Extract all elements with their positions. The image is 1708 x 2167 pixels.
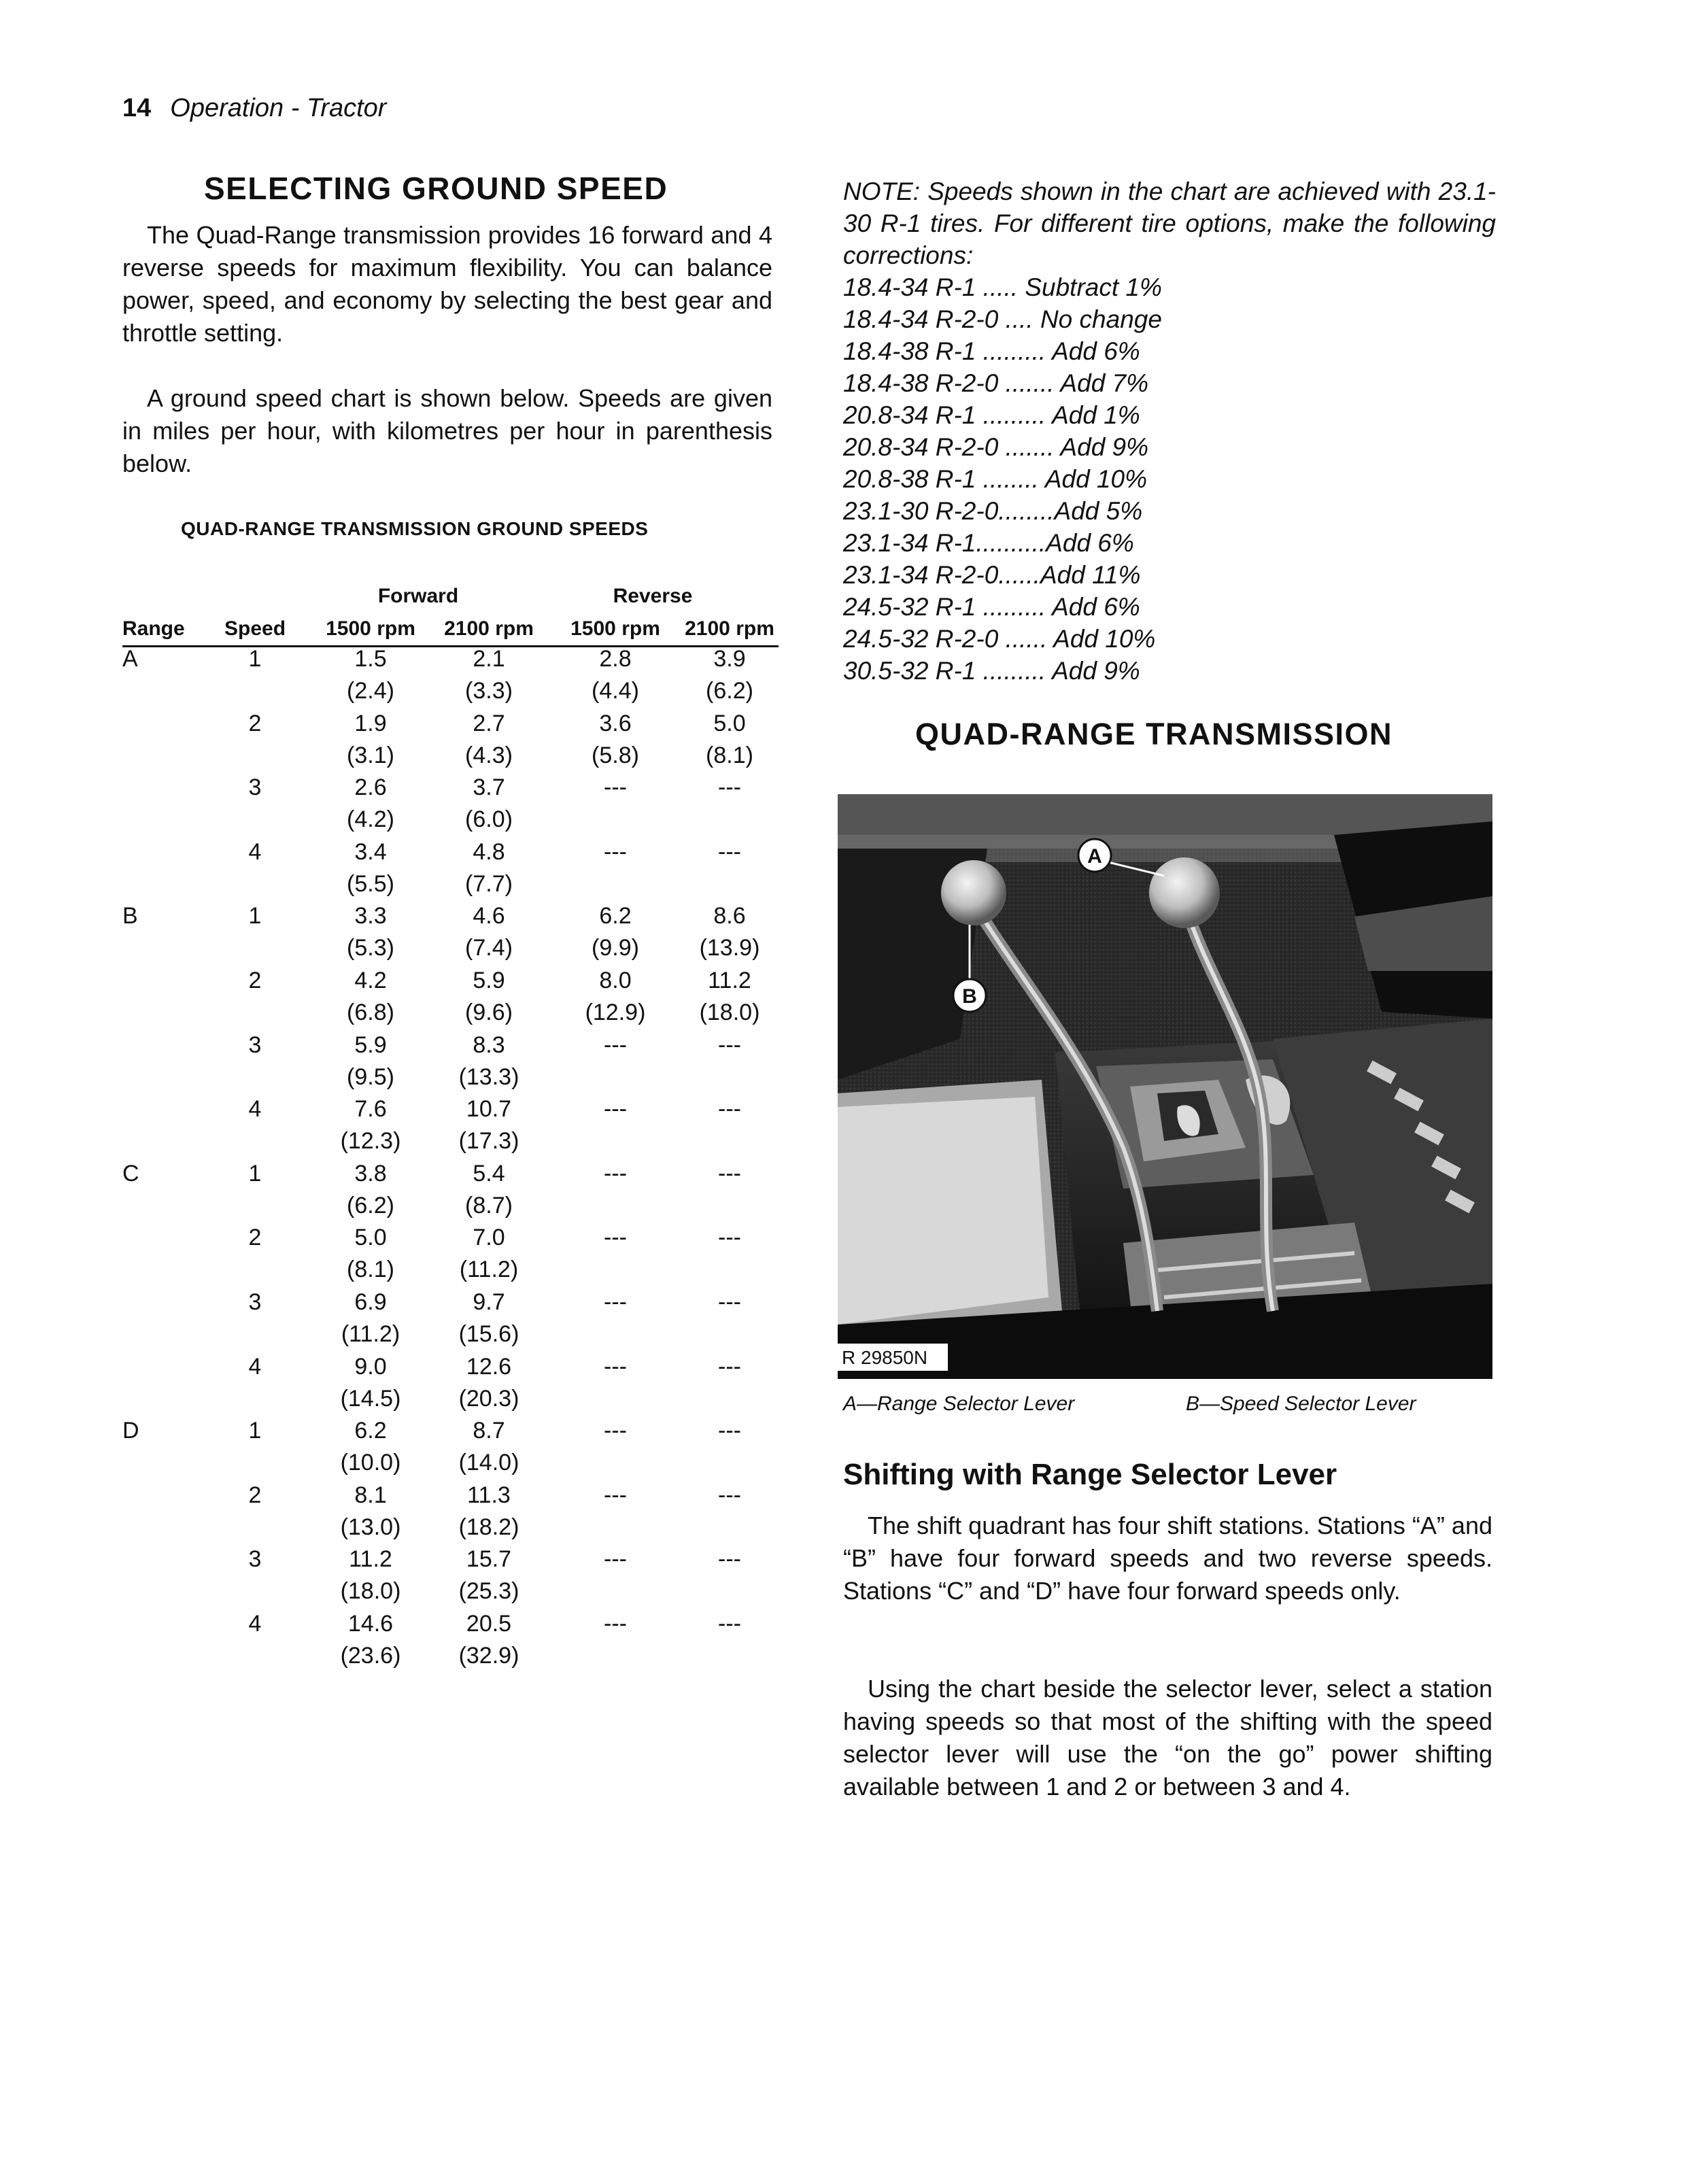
caption-range-selector: A—Range Selector Lever [843, 1393, 1075, 1415]
cell-r2100: --- [718, 1482, 741, 1508]
cell-r1500-kph: (12.9) [585, 1000, 646, 1025]
cell-f2100: 15.7 [466, 1546, 512, 1573]
cell-speed: 2 [248, 1225, 262, 1251]
cell-range: A [122, 646, 138, 672]
col-header-reverse-2100: 2100 rpm [685, 617, 774, 640]
cell-f1500: 1.5 [354, 646, 387, 672]
cell-speed: 3 [248, 1031, 262, 1058]
photo-code: R 29850N [842, 1347, 928, 1368]
cell-f1500-kph: (9.5) [347, 1063, 394, 1090]
cell-f1500-kph: (3.1) [347, 742, 394, 768]
cell-f2100: 11.3 [467, 1482, 511, 1508]
cell-r2100: 3.9 [713, 646, 746, 672]
cell-f2100-kph: (7.4) [465, 935, 513, 961]
cell-r1500: --- [604, 1418, 627, 1444]
cell-r2100: --- [718, 774, 741, 801]
cell-f2100-kph: (18.2) [458, 1514, 519, 1540]
cell-r1500: --- [604, 1096, 627, 1123]
cell-f1500-kph: (5.3) [347, 935, 394, 961]
transmission-photo [838, 794, 1492, 1379]
cell-f2100-kph: (7.7) [465, 870, 513, 897]
cell-r1500: --- [604, 1482, 627, 1508]
cell-r2100: 5.0 [713, 710, 746, 736]
cell-r2100: --- [718, 1289, 741, 1315]
intro-paragraph: The Quad-Range transmission provides 16 forward and 4 reverse speeds for maximum flexibility. You can balance power, speed, and economy by selecting the best gear and throttle setting. [122, 221, 772, 347]
cell-f2100: 4.8 [473, 838, 505, 865]
cell-r2100: --- [718, 1353, 741, 1380]
cell-f1500-kph: (12.3) [340, 1128, 401, 1155]
cell-speed: 1 [248, 1418, 262, 1444]
table-title: QUAD-RANGE TRANSMISSION GROUND SPEEDS [181, 518, 649, 539]
cell-r1500: --- [604, 774, 627, 801]
cell-r1500: --- [604, 1353, 627, 1380]
cell-r1500: --- [604, 1160, 627, 1187]
page-number: 14 [122, 94, 152, 122]
cell-f1500: 14.6 [347, 1611, 394, 1637]
group-header-forward: Forward [377, 585, 459, 607]
cell-f2100: 9.7 [473, 1289, 505, 1315]
cell-r2100: --- [718, 838, 741, 865]
cell-f2100-kph: (6.0) [465, 806, 513, 833]
correction-item: 24.5-32 R-1 ......... Add 6% [843, 593, 1140, 621]
cell-f2100-kph: (14.0) [458, 1450, 519, 1476]
cell-r1500: --- [604, 1289, 627, 1315]
cell-speed: 2 [248, 968, 262, 993]
cell-r2100: --- [718, 1096, 741, 1123]
shifting-paragraph-2: Using the chart beside the selector lever, select a station having speeds so that most of the shifting with the speed selector lever will use the “on the go” power shifting available between 1 and 2 or between 3 and 4. [843, 1675, 1492, 1801]
caption-speed-selector: B—Speed Selector Lever [1186, 1393, 1416, 1415]
cell-speed: 3 [248, 1546, 262, 1573]
shifting-paragraph-1: The shift quadrant has four shift stations. Stations “A” and “B” have four forward speeds and two reverse speeds. Stations “C” and “D” have four forward speeds only. [843, 1512, 1492, 1605]
correction-list [843, 271, 1496, 687]
cell-f2100: 4.6 [473, 903, 505, 929]
cell-r2100: --- [718, 1031, 741, 1058]
cell-f2100: 2.1 [473, 646, 505, 672]
cell-r2100: --- [718, 1611, 741, 1637]
cell-f1500-kph: (2.4) [347, 678, 394, 704]
cell-f2100-kph: (3.3) [465, 678, 513, 704]
cell-r2100: 11.2 [708, 968, 751, 993]
cell-f1500: 11.2 [349, 1546, 392, 1573]
cell-range: B [122, 903, 138, 929]
cell-r1500: 3.6 [599, 710, 632, 736]
cell-f1500: 3.4 [354, 838, 387, 865]
correction-item: 18.4-38 R-1 ......... Add 6% [843, 337, 1140, 365]
cell-f1500-kph: (13.0) [340, 1514, 401, 1540]
cell-r1500: --- [604, 838, 627, 865]
cell-r2100: --- [718, 1418, 741, 1444]
cell-f1500: 4.2 [354, 968, 387, 993]
correction-item: 18.4-38 R-2-0 ....... Add 7% [843, 369, 1149, 397]
section-title: Operation - Tractor [170, 94, 387, 122]
figure-title: QUAD-RANGE TRANSMISSION [915, 717, 1393, 751]
cell-f2100: 5.4 [473, 1160, 505, 1187]
cell-speed: 3 [248, 774, 262, 801]
cell-f1500-kph: (11.2) [341, 1321, 400, 1347]
cell-f2100: 8.7 [473, 1418, 505, 1444]
cell-f2100: 20.5 [466, 1611, 512, 1637]
cell-f2100: 3.7 [473, 774, 505, 801]
cell-f2100: 2.7 [473, 710, 505, 736]
note-intro: NOTE: Speeds shown in the chart are achieved with 23.1-30 R-1 tires. For different tire options, make the following corrections: [843, 177, 1496, 269]
cell-r2100-kph: (18.0) [699, 1000, 760, 1025]
cell-speed: 4 [248, 1353, 262, 1380]
cell-r2100: --- [718, 1160, 741, 1187]
cell-f2100-kph: (4.3) [465, 742, 513, 768]
cell-r1500: 6.2 [599, 903, 632, 929]
cell-f1500-kph: (23.6) [340, 1643, 401, 1669]
col-header-forward-2100: 2100 rpm [444, 617, 534, 640]
cell-speed: 4 [248, 1611, 262, 1637]
cell-speed: 4 [248, 1096, 262, 1123]
cell-f1500-kph: (14.5) [340, 1385, 401, 1412]
correction-item: 24.5-32 R-2-0 ...... Add 10% [843, 625, 1156, 653]
cell-f2100-kph: (11.2) [459, 1257, 519, 1283]
photo-label-a: A [1087, 845, 1102, 868]
cell-f1500-kph: (6.2) [347, 1192, 394, 1218]
group-header-reverse: Reverse [613, 585, 693, 607]
cell-f1500: 5.9 [354, 1031, 387, 1058]
cell-f1500-kph: (8.1) [347, 1257, 394, 1283]
cell-f1500: 5.0 [354, 1225, 387, 1251]
correction-item: 30.5-32 R-1 ......... Add 9% [843, 657, 1140, 685]
cell-r2100: --- [718, 1546, 741, 1573]
cell-f1500-kph: (6.8) [347, 1000, 394, 1025]
cell-f1500: 6.2 [354, 1418, 387, 1444]
cell-r1500: --- [604, 1225, 627, 1251]
cell-f2100-kph: (9.6) [465, 1000, 513, 1025]
cell-f2100: 5.9 [473, 968, 505, 993]
correction-item: 20.8-34 R-2-0 ....... Add 9% [843, 433, 1149, 461]
cell-r1500: --- [604, 1031, 627, 1058]
cell-r2100-kph: (6.2) [706, 678, 753, 704]
cell-r1500: 2.8 [599, 646, 632, 672]
cell-f1500: 7.6 [354, 1096, 387, 1123]
shifting-title: Shifting with Range Selector Lever [843, 1458, 1337, 1491]
col-header-reverse-1500: 1500 rpm [570, 617, 660, 640]
cell-f1500: 3.8 [354, 1160, 387, 1187]
cell-f2100-kph: (17.3) [458, 1128, 519, 1155]
cell-r2100: --- [718, 1225, 741, 1251]
cell-range: C [122, 1160, 139, 1187]
cell-f1500-kph: (10.0) [340, 1450, 401, 1476]
cell-f1500: 1.9 [354, 710, 387, 736]
cell-f1500: 6.9 [354, 1289, 387, 1315]
correction-item: 20.8-38 R-1 ........ Add 10% [843, 465, 1147, 493]
correction-item: 23.1-30 R-2-0........Add 5% [843, 497, 1143, 525]
col-header-forward-1500: 1500 rpm [326, 617, 415, 640]
cell-f2100: 10.7 [466, 1096, 512, 1123]
cell-f2100-kph: (25.3) [458, 1578, 519, 1605]
correction-item: 23.1-34 R-1..........Add 6% [843, 529, 1134, 557]
cell-r1500: --- [604, 1546, 627, 1573]
col-header-range: Range [122, 617, 185, 640]
cell-f2100-kph: (20.3) [458, 1385, 519, 1412]
cell-r2100: 8.6 [713, 903, 746, 929]
cell-speed: 2 [248, 1482, 262, 1508]
cell-f1500: 9.0 [354, 1353, 387, 1380]
cell-f1500: 3.3 [354, 903, 387, 929]
correction-item: 20.8-34 R-1 ......... Add 1% [843, 401, 1140, 429]
cell-f1500-kph: (5.5) [347, 870, 394, 897]
cell-f2100-kph: (13.3) [458, 1063, 519, 1090]
cell-r1500-kph: (4.4) [592, 678, 639, 704]
cell-speed: 2 [248, 710, 262, 736]
photo-label-b: B [962, 985, 977, 1008]
cell-f2100: 7.0 [473, 1225, 505, 1251]
col-header-speed: Speed [224, 617, 286, 640]
cell-r2100-kph: (8.1) [706, 742, 753, 768]
cell-f1500-kph: (4.2) [347, 806, 394, 833]
cell-r1500-kph: (9.9) [592, 935, 639, 961]
cell-r1500: 8.0 [599, 968, 632, 993]
cell-speed: 1 [248, 646, 262, 672]
cell-f2100: 12.6 [466, 1353, 512, 1380]
cell-f1500: 2.6 [354, 774, 387, 801]
cell-f1500-kph: (18.0) [340, 1578, 401, 1605]
correction-item: 23.1-34 R-2-0......Add 11% [843, 561, 1141, 589]
cell-r2100-kph: (13.9) [699, 935, 760, 961]
cell-f2100: 8.3 [473, 1031, 505, 1058]
cell-r1500: --- [604, 1611, 627, 1637]
cell-f2100-kph: (15.6) [458, 1321, 519, 1347]
cell-speed: 1 [248, 1160, 262, 1187]
cell-f1500: 8.1 [354, 1482, 387, 1508]
cell-speed: 3 [248, 1289, 262, 1315]
cell-f2100-kph: (8.7) [465, 1192, 513, 1218]
selecting-ground-speed-title: SELECTING GROUND SPEED [204, 171, 668, 206]
cell-speed: 4 [248, 838, 262, 865]
cell-r1500-kph: (5.8) [592, 742, 639, 768]
chart-intro-paragraph: A ground speed chart is shown below. Speeds are given in miles per hour, with kilometres per hour in parenthesis below. [122, 384, 772, 477]
cell-range: D [122, 1418, 139, 1444]
correction-item: 18.4-34 R-2-0 .... No change [843, 305, 1162, 333]
tire-correction-note [843, 175, 1496, 687]
correction-item: 18.4-34 R-1 ..... Subtract 1% [843, 273, 1162, 301]
cell-f2100-kph: (32.9) [458, 1643, 519, 1669]
cell-speed: 1 [248, 903, 262, 929]
